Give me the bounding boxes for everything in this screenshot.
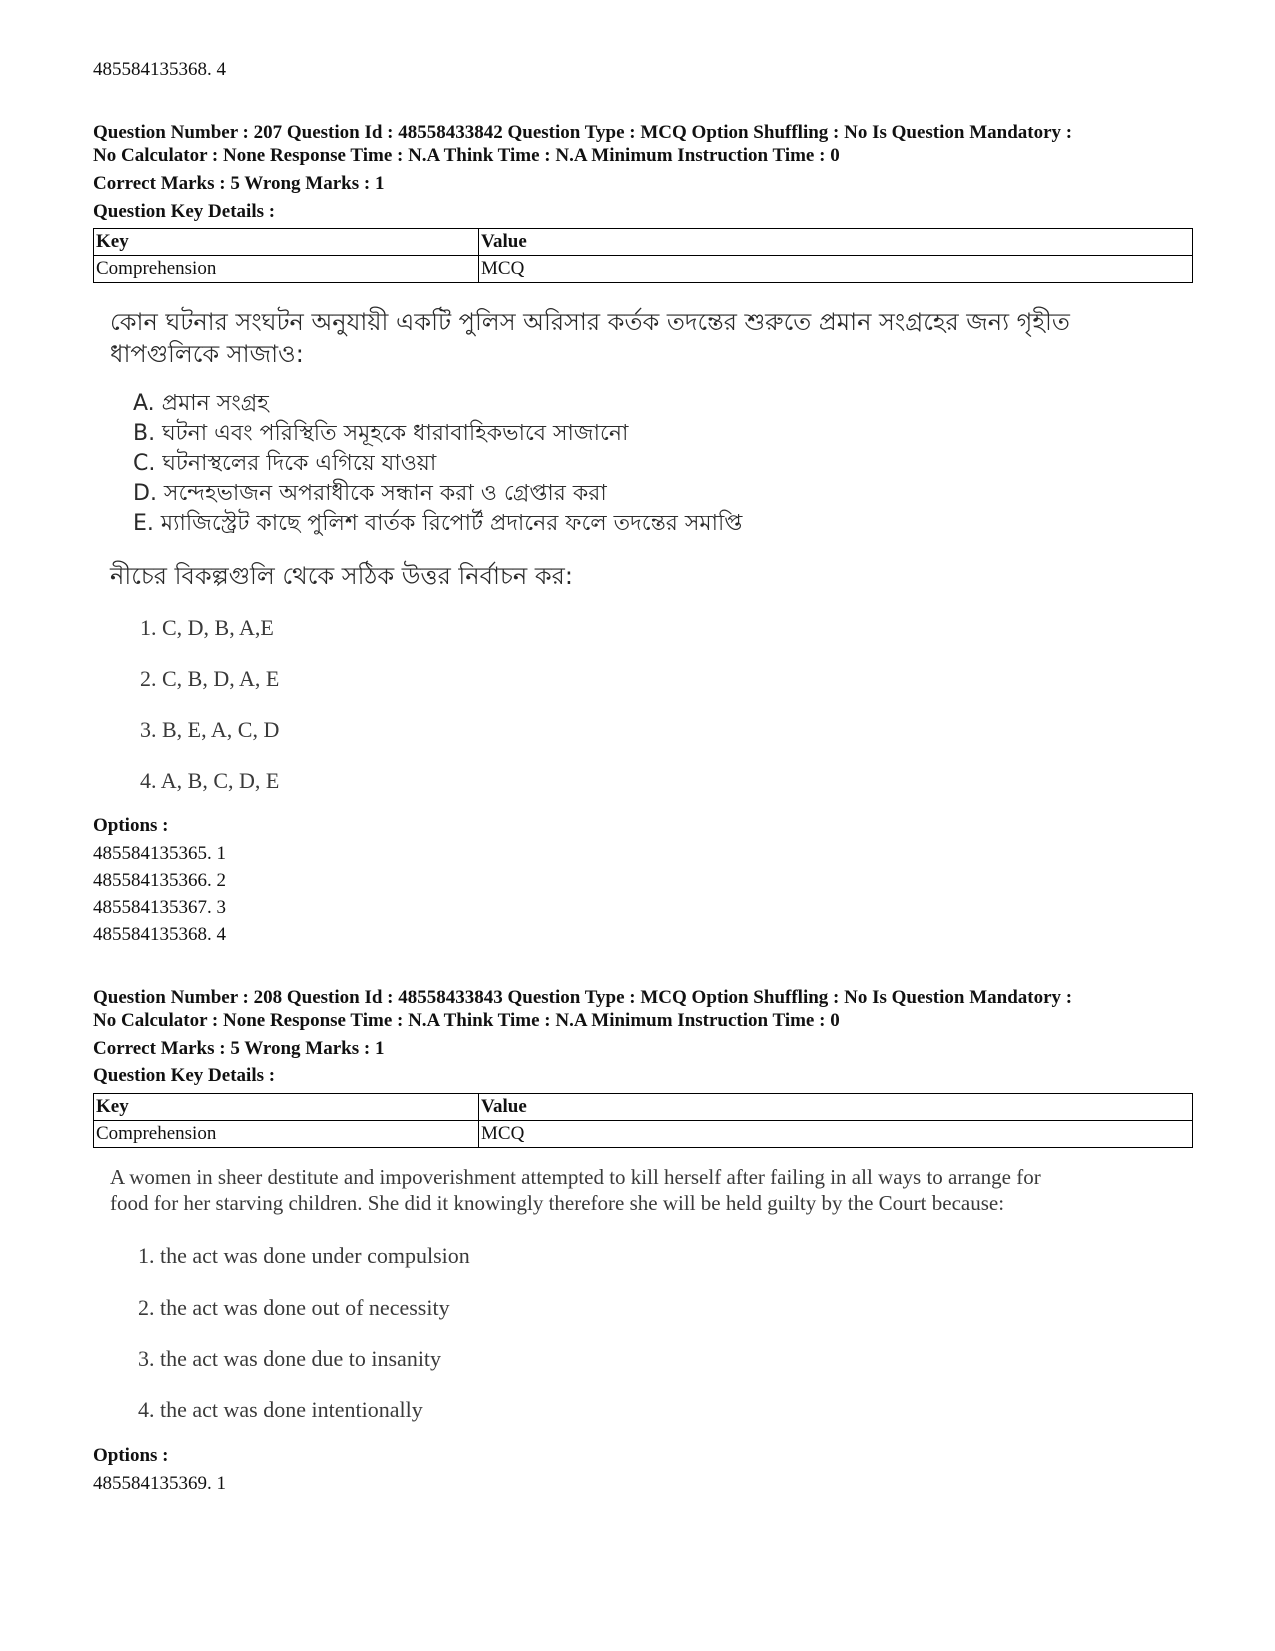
q208-stem-line1: A women in sheer destitute and impoverishment attempted to kill herself after failing in all ways to arrange for: [110, 1165, 1041, 1189]
q207-option-4: 485584135368. 4: [93, 924, 226, 945]
q208-option-1: 485584135369. 1: [93, 1473, 226, 1494]
q208-marks: Correct Marks : 5 Wrong Marks : 1: [93, 1038, 385, 1059]
q208-meta-line1: Question Number : 208 Question Id : 48558433843 Question Type : MCQ Option Shuffling : No Is Question Mandatory :: [93, 987, 1073, 1008]
q207-choice-1: 1. C, D, B, A,E: [140, 615, 274, 640]
q207-key-table: [93, 228, 1193, 283]
table-header-key: Key: [94, 1094, 479, 1121]
q208-key-details-label: Question Key Details :: [93, 1065, 276, 1086]
q207-key-details-label: Question Key Details :: [93, 201, 276, 222]
q207-item-d: D. সন্দেহভাজন অপরাধীকে সন্ধান করা ও গ্রেপ্তার করা: [133, 481, 607, 506]
q207-instruction: নীচের বিকল্পগুলি থেকে সঠিক উত্তর নির্বাচন কর:: [110, 562, 573, 590]
table-cell-key: Comprehension: [94, 256, 479, 283]
q208-options-label: Options :: [93, 1445, 169, 1466]
q208-choice-3: 3. the act was done due to insanity: [138, 1346, 442, 1371]
q208-stem-line2: food for her starving children. She did it knowingly therefore she will be held guilty by the Court because:: [110, 1191, 1005, 1215]
q207-option-3: 485584135367. 3: [93, 897, 226, 918]
table-header-value: Value: [479, 229, 1193, 256]
table-header-row: [94, 1094, 1193, 1121]
table-cell-key: Comprehension: [94, 1121, 479, 1148]
q207-choice-3: 3. B, E, A, C, D: [140, 717, 280, 742]
q207-item-b: B. ঘটনা এবং পরিস্থিতি সমূহকে ধারাবাহিকভাবে সাজানো: [133, 421, 629, 446]
q207-stem-line2: ধাপগুলিকে সাজাও:: [110, 340, 304, 368]
q208-meta-line2: No Calculator : None Response Time : N.A Think Time : N.A Minimum Instruction Time : 0: [93, 1010, 840, 1031]
q208-choice-1: 1. the act was done under compulsion: [138, 1243, 470, 1268]
q207-marks: Correct Marks : 5 Wrong Marks : 1: [93, 173, 385, 194]
q207-meta-line1: Question Number : 207 Question Id : 48558433842 Question Type : MCQ Option Shuffling : No Is Question Mandatory :: [93, 122, 1073, 143]
q207-choice-4: 4. A, B, C, D, E: [140, 768, 280, 793]
q208-choice-2: 2. the act was done out of necessity: [138, 1295, 450, 1320]
q208-choice-4: 4. the act was done intentionally: [138, 1397, 423, 1422]
table-row: [94, 256, 1193, 283]
q207-item-a: A. প্রমান সংগ্রহ: [133, 391, 269, 416]
table-cell-value: MCQ: [479, 1121, 1193, 1148]
q207-stem-line1: কোন ঘটনার সংঘটন অনুযায়ী একটি পুলিস অরিসার কর্তক তদন্তের শুরুতে প্রমান সংগ্রহের জন্য গৃহীত: [110, 308, 1070, 336]
q207-item-c: C. ঘটনাস্থলের দিকে এগিয়ে যাওয়া: [133, 451, 437, 476]
prev-option-line: 485584135368. 4: [93, 59, 226, 80]
q207-options-label: Options :: [93, 815, 169, 836]
q207-option-2: 485584135366. 2: [93, 870, 226, 891]
q207-item-e: E. ম্যাজিস্ট্রেট কাছে পুলিশ বার্তক রিপোর্ট প্রদানের ফলে তদন্তের সমাপ্তি: [133, 511, 743, 536]
q207-option-1: 485584135365. 1: [93, 843, 226, 864]
q207-choice-2: 2. C, B, D, A, E: [140, 666, 280, 691]
table-header-value: Value: [479, 1094, 1193, 1121]
q208-key-table: [93, 1093, 1193, 1148]
q207-meta-line2: No Calculator : None Response Time : N.A Think Time : N.A Minimum Instruction Time : 0: [93, 145, 840, 166]
table-cell-value: MCQ: [479, 256, 1193, 283]
table-header-key: Key: [94, 229, 479, 256]
table-row: [94, 1121, 1193, 1148]
table-header-row: [94, 229, 1193, 256]
